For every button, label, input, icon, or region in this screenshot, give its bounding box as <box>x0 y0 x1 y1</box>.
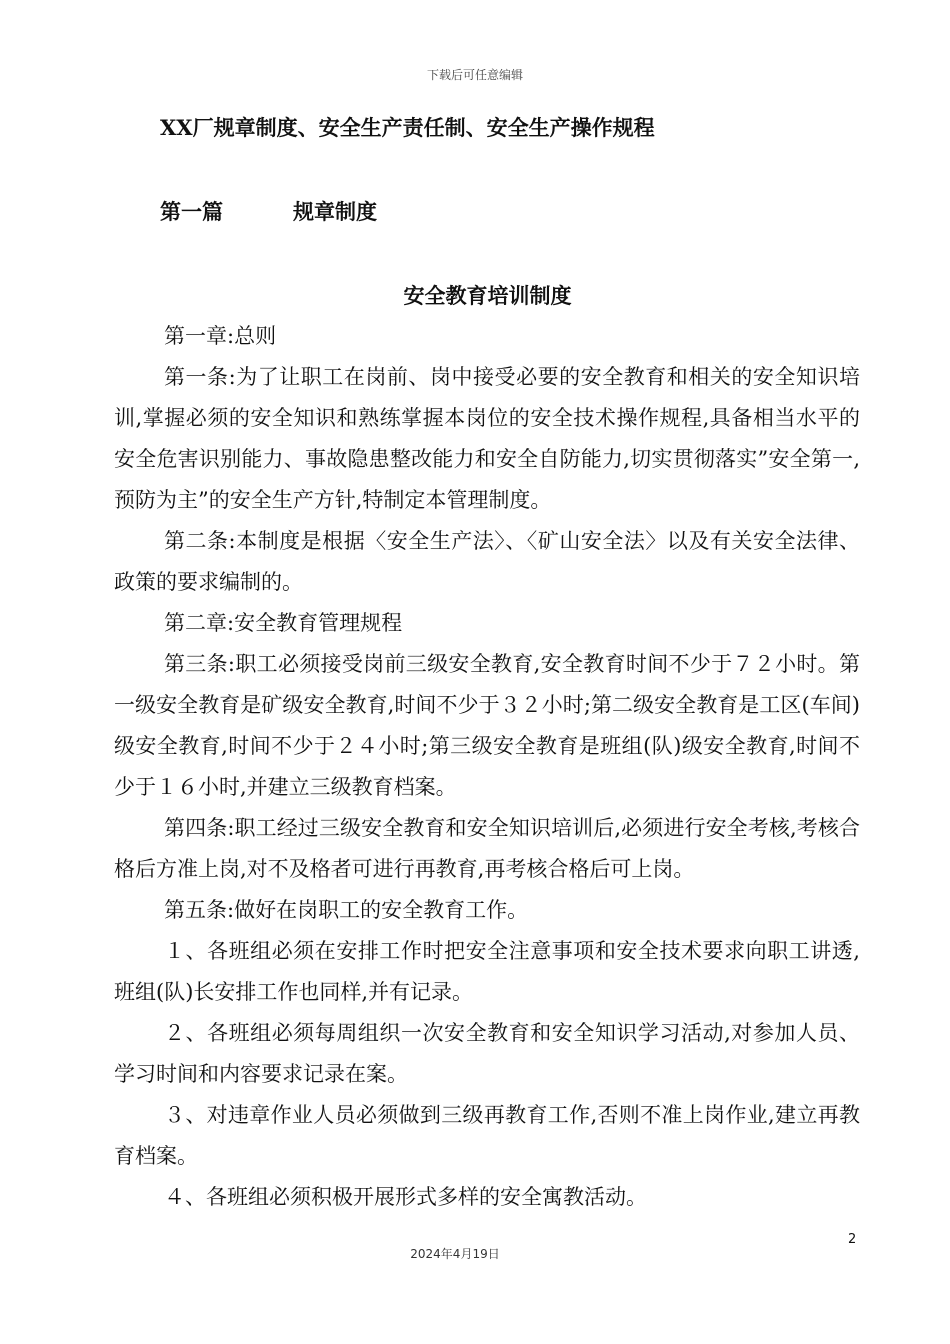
list-item: １、各班组必须在安排工作时把安全注意事项和安全技术要求向职工讲透,班组(队)长安排工作也同样,并有记录。 <box>114 939 860 1004</box>
paragraph: 第四条:职工经过三级安全教育和安全知识培训后,必须进行安全考核,考核合格后方准上岗,对不及格者可进行再教育,再考核合格后可上岗。 <box>114 816 860 881</box>
part-number: 第一篇 <box>160 199 223 224</box>
list-item: ２、各班组必须每周组织一次安全教育和安全知识学习活动,对参加人员、学习时间和内容要求记录在案。 <box>114 1021 860 1086</box>
page-footer-date: 2024年4月19日 <box>410 1247 500 1261</box>
document-body <box>114 316 860 1218</box>
paragraph: 第二条:本制度是根据〈安全生产法〉、〈矿山安全法〉以及有关安全法律、政策的要求编制的。 <box>114 529 860 594</box>
page-number: 2 <box>848 1232 857 1247</box>
list-item: ４、各班组必须积极开展形式多样的安全寓教活动。 <box>164 1185 647 1209</box>
chapter-heading: 第一章:总则 <box>164 324 277 348</box>
paragraph: 第五条:做好在岗职工的安全教育工作。 <box>164 898 529 922</box>
list-item: ３、对违章作业人员必须做到三级再教育工作,否则不准上岗作业,建立再教育档案。 <box>114 1103 860 1168</box>
paragraph: 第三条:职工必须接受岗前三级安全教育,安全教育时间不少于７２小时。第一级安全教育是矿级安全教育,时间不少于３２小时;第二级安全教育是工区(车间)级安全教育,时间不少于２４小时;第三级安全教育是班组(队)级安全教育,时间不少于１６小时,并建立三级教育档案。 <box>114 652 860 799</box>
paragraph: 第一条:为了让职工在岗前、岗中接受必要的安全教育和相关的安全知识培训,掌握必须的安全知识和熟练掌握本岗位的安全技术操作规程,具备相当水平的安全危害识别能力、事故隐患整改能力和安全自防能力,切实贯彻落实”安全第一,预防为主”的安全生产方针,特制定本管理制度。 <box>114 365 860 512</box>
page-header: 下载后可任意编辑 <box>426 68 523 82</box>
section-title: 安全教育培训制度 <box>403 283 572 308</box>
chapter-heading: 第二章:安全教育管理规程 <box>164 611 403 635</box>
part-name: 规章制度 <box>293 199 377 224</box>
document-title: XX厂规章制度、安全生产责任制、安全生产操作规程 <box>160 115 655 140</box>
part-heading <box>160 196 377 226</box>
